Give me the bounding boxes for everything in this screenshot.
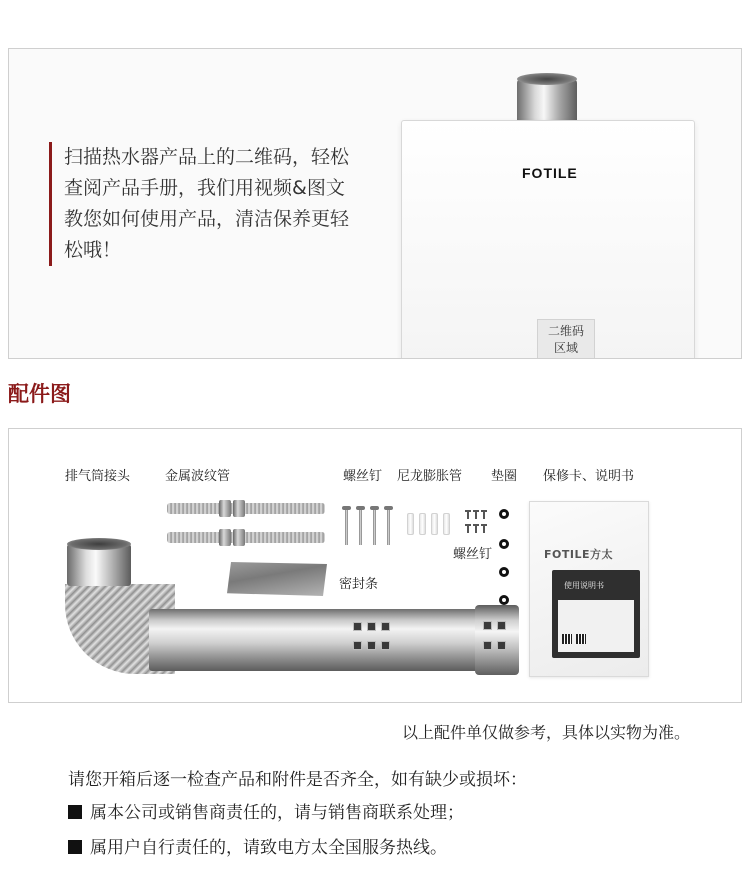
pipe-vent-icon (381, 641, 390, 650)
washer-icon (499, 539, 509, 549)
notice-item-text: 属用户自行责任的，请致电方太全国服务热线。 (90, 838, 447, 858)
pipe-vent-icon (381, 622, 390, 631)
nylon-anchor-icon (407, 513, 414, 535)
water-heater-image (401, 120, 695, 359)
pipe-vent-icon (353, 622, 362, 631)
hose-nut-icon (233, 529, 245, 546)
hose-nut-icon (219, 500, 231, 517)
small-screw-icon (467, 525, 469, 533)
hose-nut-icon (219, 529, 231, 546)
pipe-vent-icon (497, 641, 506, 650)
barcode-icon (576, 634, 586, 644)
nylon-anchor-icon (419, 513, 426, 535)
barcode-icon (562, 634, 572, 644)
nylon-anchor-icon (443, 513, 450, 535)
exhaust-connector-cap (67, 544, 131, 586)
small-screw-icon (475, 525, 477, 533)
heater-flue-pipe (517, 79, 577, 123)
small-screw-icon (483, 525, 485, 533)
accessories-panel (8, 428, 742, 703)
washer-icon (499, 595, 509, 605)
metal-hose-1 (167, 503, 325, 514)
pipe-vent-icon (367, 622, 376, 631)
scan-qr-panel (8, 48, 742, 359)
label-screws-secondary: 螺丝钉 (453, 547, 493, 562)
qr-code-area (537, 319, 595, 359)
seal-strip-image (227, 562, 327, 596)
manual-card (552, 570, 640, 658)
pipe-vent-icon (497, 621, 506, 630)
label-metal-hose: 金属波纹管 (165, 469, 231, 484)
bullet-square-icon (68, 805, 82, 819)
notice-item-2 (68, 833, 447, 858)
qr-area-label-line2: 区域 (553, 341, 578, 355)
heater-brand-logo: FOTILE (522, 165, 578, 181)
screw-icon (387, 509, 390, 545)
label-nylon-anchors: 尼龙膨胀管 (397, 469, 463, 484)
pipe-vent-icon (367, 641, 376, 650)
warranty-manual-image (529, 501, 649, 677)
small-screw-icon (467, 511, 469, 519)
qr-area-label-line1: 二维码 (547, 324, 584, 338)
metal-hose-2 (167, 532, 325, 543)
washer-icon (499, 567, 509, 577)
label-warranty-manual: 保修卡、说明书 (543, 469, 635, 484)
check-notice-lead: 请您开箱后逐一检查产品和附件是否齐全，如有缺少或损坏： (68, 770, 527, 790)
pipe-vent-icon (353, 641, 362, 650)
screw-icon (373, 509, 376, 545)
label-washers: 垫圈 (491, 469, 518, 484)
notice-item-1 (68, 798, 464, 823)
exhaust-pipe-image (149, 609, 519, 671)
screw-icon (359, 509, 362, 545)
nylon-anchor-icon (431, 513, 438, 535)
notice-item-text: 属本公司或销售商责任的，请与销售商联系处理； (90, 803, 464, 823)
screw-icon (345, 509, 348, 545)
label-seal-strip: 密封条 (339, 577, 379, 592)
bullet-square-icon (68, 840, 82, 854)
manual-card-title: 使用说明书 (564, 581, 604, 590)
pipe-vent-icon (483, 621, 492, 630)
washer-icon (499, 509, 509, 519)
exhaust-pipe-terminal (475, 605, 519, 675)
label-screws: 螺丝钉 (343, 469, 383, 484)
reference-note: 以上配件单仅做参考，具体以实物为准。 (402, 723, 691, 742)
pipe-vent-icon (483, 641, 492, 650)
manual-brand-logo: FOTILE方太 (544, 548, 613, 561)
manual-card-content (558, 600, 634, 652)
small-screw-icon (475, 511, 477, 519)
small-screw-icon (483, 511, 485, 519)
hose-nut-icon (233, 500, 245, 517)
accessories-section-title: 配件图 (8, 382, 71, 406)
scan-instruction-text: 扫描热水器产品上的二维码，轻松查阅产品手册，我们用视频&图文教您如何使用产品，清洁保养更轻松哦！ (49, 142, 349, 266)
label-exhaust-connector: 排气筒接头 (65, 469, 131, 484)
